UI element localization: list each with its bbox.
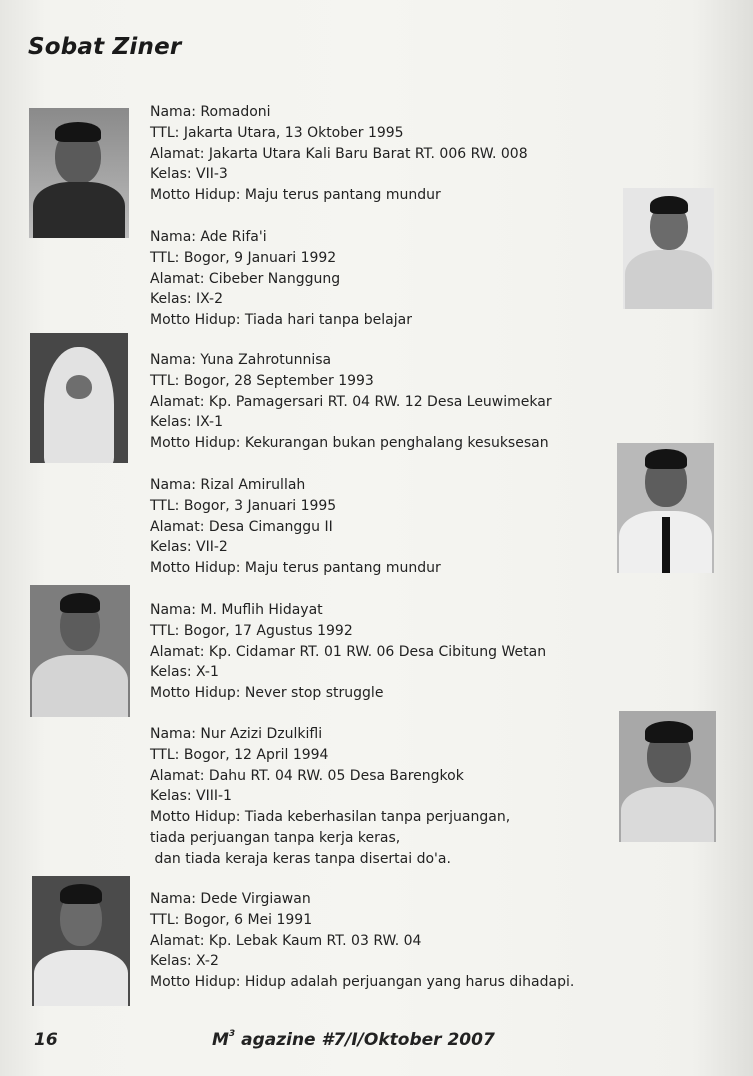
page-title: Sobat Ziner xyxy=(28,34,182,60)
profile-name: Nama: Romadoni xyxy=(150,104,271,120)
profile-address: Alamat: Kp. Cidamar RT. 01 RW. 06 Desa Cibitung Wetan xyxy=(150,643,547,660)
profile-rizal-amirullah xyxy=(150,475,441,579)
magazine-issue: agazine #7/I/Oktober 2007 xyxy=(235,1030,495,1050)
profile-birth: TTL: Bogor, 17 Agustus 1992 xyxy=(150,622,353,639)
profile-class: Kelas: IX-2 xyxy=(150,291,224,308)
profile-motto-continued: tiada perjuangan tanpa kerja keras, xyxy=(150,829,401,846)
photo-rizal-amirullah xyxy=(617,443,714,573)
profile-address: Alamat: Cibeber Nanggung xyxy=(150,270,341,287)
profile-class: Kelas: X-2 xyxy=(150,953,219,970)
profile-nur-azizi-dzulkifli xyxy=(150,724,510,870)
profile-birth: TTL: Jakarta Utara, 13 Oktober 1995 xyxy=(150,124,404,141)
photo-ade-rifai xyxy=(623,188,714,309)
profile-m-muflih-hidayat xyxy=(150,600,546,704)
profile-name: Nama: Dede Virgiawan xyxy=(150,891,311,907)
photo-m-muflih-hidayat xyxy=(30,585,130,717)
profile-dede-virgiawan xyxy=(150,889,574,993)
photo-romadoni xyxy=(29,108,129,238)
profile-motto: Motto Hidup: Never stop struggle xyxy=(150,685,384,702)
profile-name: Nama: Ade Rifa'i xyxy=(150,229,267,245)
profile-birth: TTL: Bogor, 9 Januari 1992 xyxy=(150,249,337,266)
photo-yuna-zahrotunnisa xyxy=(30,333,128,463)
profile-motto: Motto Hidup: Kekurangan bukan penghalang kesuksesan xyxy=(150,435,549,452)
profile-name: Nama: M. Muflih Hidayat xyxy=(150,602,323,618)
profile-motto: Motto Hidup: Hidup adalah perjuangan yang harus dihadapi. xyxy=(150,974,575,991)
profile-name: Nama: Nur Azizi Dzulkifli xyxy=(150,726,323,742)
profile-address: Alamat: Jakarta Utara Kali Baru Barat RT. 006 RW. 008 xyxy=(150,145,528,162)
profile-class: Kelas: X-1 xyxy=(150,664,219,681)
profile-motto: Motto Hidup: Maju terus pantang mundur xyxy=(150,187,441,204)
profile-yuna-zahrotunnisa xyxy=(150,350,552,454)
profile-class: Kelas: IX-1 xyxy=(150,414,224,431)
profile-romadoni xyxy=(150,102,528,206)
profile-birth: TTL: Bogor, 28 September 1993 xyxy=(150,372,374,389)
photo-nur-azizi-dzulkifli xyxy=(619,711,716,842)
magazine-footer xyxy=(212,1030,495,1050)
profile-class: Kelas: VII-2 xyxy=(150,539,228,556)
profile-address: Alamat: Desa Cimanggu II xyxy=(150,518,333,535)
profile-motto-continued: dan tiada keraja keras tanpa disertai do'a. xyxy=(150,850,451,867)
magazine-superscript: 3 xyxy=(228,1029,236,1040)
profile-birth: TTL: Bogor, 12 April 1994 xyxy=(150,746,329,763)
profile-name: Nama: Yuna Zahrotunnisa xyxy=(150,352,332,368)
profile-birth: TTL: Bogor, 6 Mei 1991 xyxy=(150,911,313,928)
profile-ade-rifai xyxy=(150,227,412,331)
profile-name: Nama: Rizal Amirullah xyxy=(150,477,306,493)
profile-motto: Motto Hidup: Tiada hari tanpa belajar xyxy=(150,312,412,329)
profile-class: Kelas: VIII-1 xyxy=(150,788,232,805)
profile-address: Alamat: Kp. Lebak Kaum RT. 03 RW. 04 xyxy=(150,932,422,949)
profile-address: Alamat: Kp. Pamagersari RT. 04 RW. 12 Desa Leuwimekar xyxy=(150,393,552,410)
profile-motto: Motto Hidup: Maju terus pantang mundur xyxy=(150,560,441,577)
magazine-prefix: M xyxy=(212,1030,229,1050)
profile-address: Alamat: Dahu RT. 04 RW. 05 Desa Barengkok xyxy=(150,767,464,784)
profile-motto: Motto Hidup: Tiada keberhasilan tanpa perjuangan, xyxy=(150,809,511,826)
page-number: 16 xyxy=(34,1030,58,1050)
profile-class: Kelas: VII-3 xyxy=(150,166,228,183)
profile-birth: TTL: Bogor, 3 Januari 1995 xyxy=(150,497,337,514)
photo-dede-virgiawan xyxy=(32,876,130,1006)
